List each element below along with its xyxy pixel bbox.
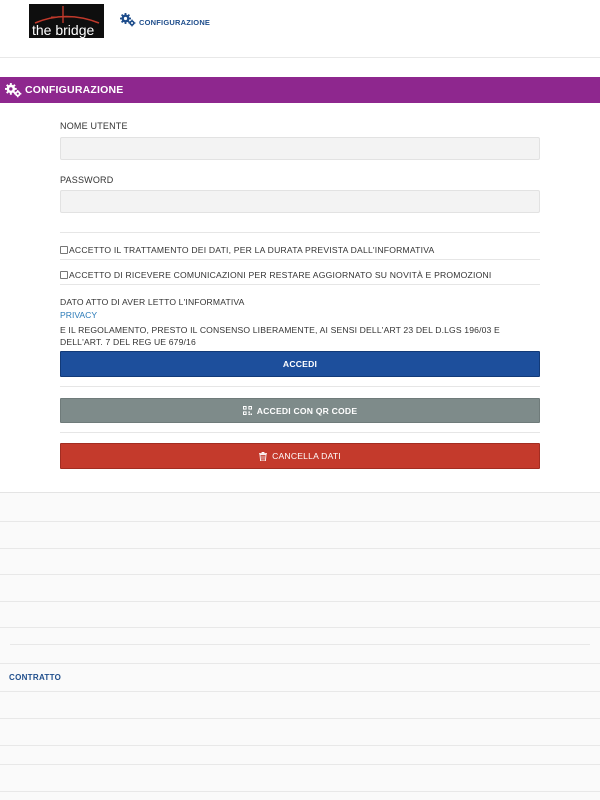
username-label: NOME UTENTE bbox=[60, 121, 128, 131]
password-input[interactable] bbox=[60, 190, 540, 213]
section-header bbox=[0, 77, 600, 103]
login-button-label: ACCEDI bbox=[282, 359, 318, 369]
list-row-divider bbox=[0, 521, 600, 522]
list-row-divider bbox=[0, 745, 600, 746]
login-button[interactable] bbox=[60, 351, 540, 377]
top-header bbox=[0, 0, 600, 58]
configuration-link-label: CONFIGURAZIONE bbox=[139, 18, 211, 27]
contract-link[interactable]: CONTRATTO bbox=[9, 673, 62, 682]
consent-text-regulation: E IL REGOLAMENTO, PRESTO IL CONSENSO LIBERAMENTE, AI SENSI DELL'ART 23 DEL D.LGS 196/03 E DELL'ART. 7 DEL REG UE 679/16 bbox=[60, 325, 500, 347]
logo-text: the bridge bbox=[32, 22, 95, 38]
gears-icon bbox=[120, 13, 136, 27]
configuration-link[interactable] bbox=[120, 12, 210, 27]
consent-data-checkbox-row[interactable] bbox=[60, 245, 434, 255]
privacy-link[interactable]: PRIVACY bbox=[60, 310, 98, 320]
password-label: PASSWORD bbox=[60, 175, 114, 185]
bottom-list-panel bbox=[0, 492, 600, 800]
divider bbox=[60, 232, 540, 233]
list-row-divider bbox=[0, 718, 600, 719]
list-row-divider bbox=[0, 574, 600, 575]
list-row-divider bbox=[0, 548, 600, 549]
gears-icon bbox=[5, 83, 22, 98]
list-row-divider bbox=[0, 691, 600, 692]
divider bbox=[60, 259, 540, 260]
list-row-divider bbox=[0, 663, 600, 664]
consent-marketing-label: ACCETTO DI RICEVERE COMUNICAZIONI PER RESTARE AGGIORNATO SU NOVITÀ E PROMOZIONI bbox=[69, 270, 492, 280]
trash-icon bbox=[259, 452, 267, 461]
list-row-divider bbox=[0, 764, 600, 765]
clear-data-button-label: CANCELLA DATI bbox=[272, 451, 341, 461]
list-row-divider bbox=[0, 601, 600, 602]
consent-marketing-checkbox-row[interactable] bbox=[60, 270, 491, 280]
the-bridge-logo[interactable] bbox=[29, 4, 104, 38]
list-row-divider bbox=[0, 627, 600, 628]
consent-text-intro: DATO ATTO DI AVER LETTO L'INFORMATIVA bbox=[60, 297, 245, 307]
consent-marketing-checkbox[interactable] bbox=[60, 271, 68, 279]
section-title: CONFIGURAZIONE bbox=[25, 84, 124, 96]
consent-data-label: ACCETTO IL TRATTAMENTO DEI DATI, PER LA DURATA PREVISTA DALL'INFORMATIVA bbox=[69, 245, 435, 255]
list-row-divider bbox=[10, 644, 590, 645]
divider bbox=[60, 284, 540, 285]
qr-login-button-label: ACCEDI CON QR CODE bbox=[256, 405, 358, 416]
qr-code-icon bbox=[243, 406, 252, 415]
divider bbox=[60, 386, 540, 387]
consent-data-checkbox[interactable] bbox=[60, 246, 68, 254]
logo-graphic bbox=[29, 4, 104, 38]
divider bbox=[60, 432, 540, 433]
username-input[interactable] bbox=[60, 137, 540, 160]
qr-login-button[interactable] bbox=[60, 398, 540, 423]
list-row-divider bbox=[0, 791, 600, 792]
clear-data-button[interactable] bbox=[60, 443, 540, 469]
